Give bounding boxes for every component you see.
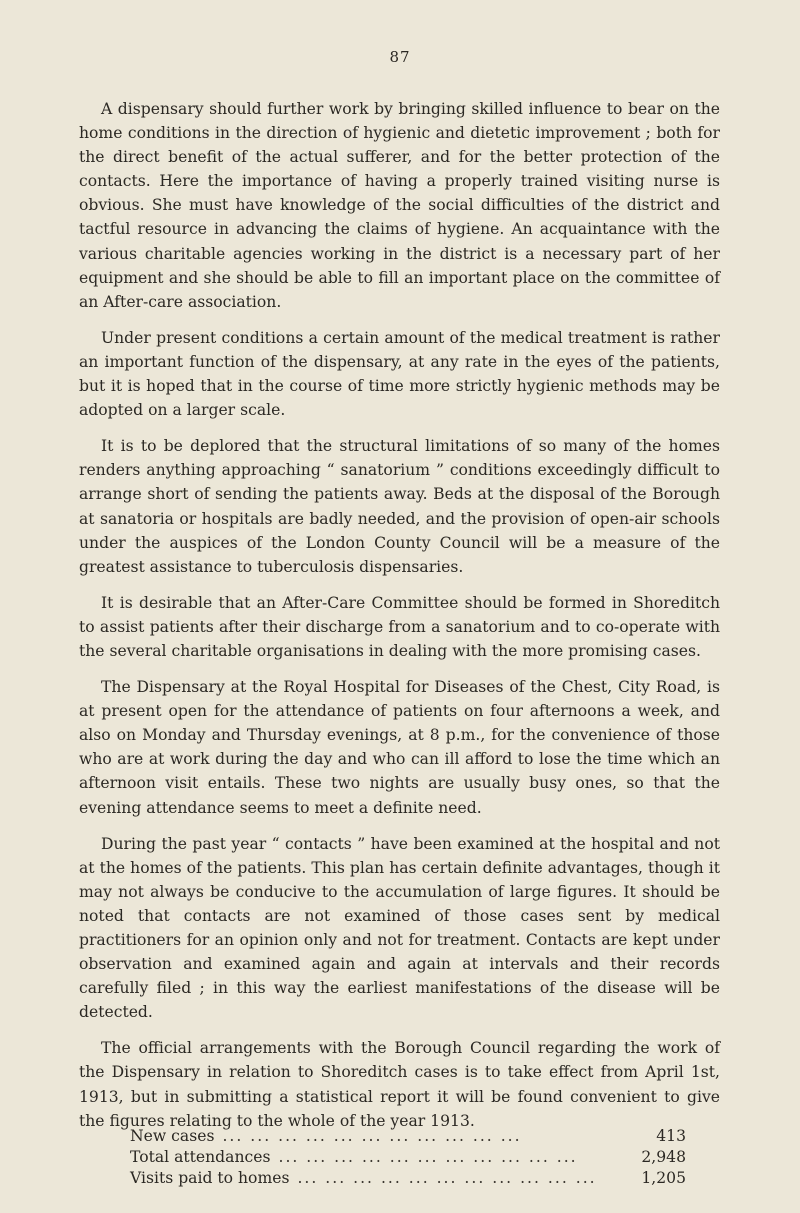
stat-row-new-cases bbox=[130, 1126, 686, 1147]
leader-dots: ... ... ... ... ... ... ... ... ... ... ... bbox=[297, 1169, 597, 1187]
statistics-table bbox=[130, 1126, 686, 1189]
paragraph-medical-treatment: Under present conditions a certain amount of the medical treatment is rather an important function of the dispensary, at any rate in the eyes of the patients, but it is hoped that in the course of time more strictly hygienic methods may be adopted on a larger scale. bbox=[79, 328, 720, 420]
stat-value: 2,948 bbox=[641, 1148, 686, 1166]
paragraph-contacts-examined: During the past year “ contacts ” have been examined at the hospital and not at the homes of the patients. This plan has certain definite advantages, though it may not always be conducive to the accumulation of large figures. It should be noted that contacts are not examined of those cases sent by medical practitioners for an opinion only and not for treatment. Contacts are kept under observation and examined again and again at intervals and their records carefully filed ; in this way the earliest manifestations of the disease will be detected. bbox=[79, 834, 720, 1022]
paragraph-after-care-committee: It is desirable that an After-Care Committee should be formed in Shoreditch to assist patients after their discharge from a sanatorium and to co-operate with the several charitable organisations in dealing with the more promising cases. bbox=[79, 593, 720, 660]
paragraph-dispensary-home-conditions: A dispensary should further work by bringing skilled influence to bear on the home conditions in the direction of hygienic and dietetic improvement ; both for the direct benefit of the actual sufferer, and for the better protection of the contacts. Here the importance of having a properly trained visiting nurse is obvious. She must have knowledge of the social difficulties of the district and tactful resource in advancing the claims of hygiene. An acquaintance with the various charitable agencies working in the district is a necessary part of her equipment and she should be able to fill an important place on the committee of an After-care association. bbox=[79, 100, 720, 311]
leader-dots: ... ... ... ... ... ... ... ... ... ... ... bbox=[222, 1127, 522, 1145]
body-text bbox=[79, 97, 720, 1145]
stat-label: Visits paid to homes bbox=[130, 1169, 290, 1187]
stat-label: New cases bbox=[130, 1127, 215, 1145]
stat-row-visits-paid bbox=[130, 1168, 686, 1189]
page-number: 87 bbox=[389, 48, 411, 66]
paragraph-official-arrangements: The official arrangements with the Borough Council regarding the work of the Dispensary in relation to Shoreditch cases is to take effect from April 1st, 1913, but in submitting a statistical report it will be found convenient to give the figures relating to the whole of the year 1913. bbox=[79, 1039, 720, 1130]
leader-dots: ... ... ... ... ... ... ... ... ... ... ... bbox=[278, 1148, 578, 1166]
stat-label: Total attendances bbox=[130, 1148, 271, 1166]
stat-value: 413 bbox=[656, 1127, 686, 1145]
stat-row-total-attendances bbox=[130, 1147, 686, 1168]
paragraph-royal-hospital-dispensary: The Dispensary at the Royal Hospital for Diseases of the Chest, City Road, is at present open for the attendance of patients on four afternoons a week, and also on Monday and Thursday evenings, at 8 p.m., for the convenience of those who are at work during the day and who can ill afford to lose the time which an afternoon visit entails. These two nights are usually busy ones, so that the evening attendance seems to meet a definite need. bbox=[79, 678, 720, 817]
stat-value: 1,205 bbox=[641, 1169, 686, 1187]
paragraph-structural-limitations: It is to be deplored that the structural limitations of so many of the homes renders anything approaching “ sanatorium ” conditions exceedingly difficult to arrange short of sending the patients away. Beds at the disposal of the Borough at sanatoria or hospitals are badly needed, and the provision of open-air schools under the auspices of the London County Council will be a measure of the greatest assistance to tuberculosis dispensaries. bbox=[79, 437, 720, 576]
